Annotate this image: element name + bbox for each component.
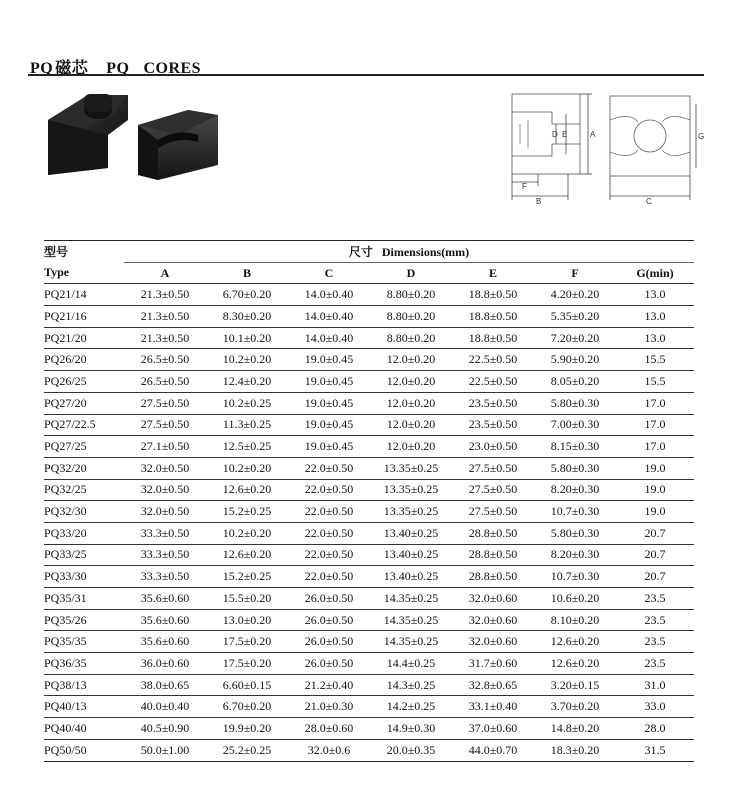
dimension-cell: 23.5±0.50	[452, 414, 534, 436]
title-cores: CORES	[143, 60, 202, 77]
dimension-cell: 21.0±0.30	[288, 696, 370, 718]
table-row	[44, 522, 694, 544]
table-row	[44, 609, 694, 631]
header-row-columns	[44, 262, 694, 284]
core-photo	[38, 80, 228, 190]
dimension-cell: 31.7±0.60	[452, 653, 534, 675]
dimension-cell: 6.60±0.15	[206, 674, 288, 696]
dimension-cell: 22.5±0.50	[452, 371, 534, 393]
dimension-cell: 5.90±0.20	[534, 349, 616, 371]
type-cell: PQ26/20	[44, 349, 124, 371]
dimension-cell: 10.1±0.20	[206, 327, 288, 349]
type-cn-header: 型号	[44, 245, 69, 260]
label-D: D	[552, 130, 558, 139]
dimension-cell: 15.5	[616, 349, 694, 371]
dimension-cell: 10.2±0.25	[206, 392, 288, 414]
dimension-cell: 33.1±0.40	[452, 696, 534, 718]
dimension-cell: 23.5	[616, 631, 694, 653]
dimension-cell: 12.4±0.20	[206, 371, 288, 393]
dimension-cell: 6.70±0.20	[206, 696, 288, 718]
dimension-cell: 20.7	[616, 544, 694, 566]
type-cell: PQ27/25	[44, 436, 124, 458]
type-cell: PQ40/13	[44, 696, 124, 718]
col-header-d: D	[370, 262, 452, 284]
dimension-cell: 13.0±0.20	[206, 609, 288, 631]
dimension-cell: 33.3±0.50	[124, 544, 206, 566]
dimension-cell: 31.0	[616, 674, 694, 696]
dimension-cell: 10.7±0.30	[534, 501, 616, 523]
dimension-cell: 13.0	[616, 306, 694, 328]
table-row	[44, 588, 694, 610]
dimension-cell: 19.0±0.45	[288, 371, 370, 393]
dimension-cell: 32.8±0.65	[452, 674, 534, 696]
dimension-cell: 10.7±0.30	[534, 566, 616, 588]
type-cell: PQ33/25	[44, 544, 124, 566]
dimension-cell: 12.6±0.20	[206, 479, 288, 501]
dimension-cell: 8.15±0.30	[534, 436, 616, 458]
table-row	[44, 696, 694, 718]
type-cell: PQ40/40	[44, 718, 124, 740]
dimension-cell: 33.3±0.50	[124, 522, 206, 544]
dimension-cell: 17.0	[616, 436, 694, 458]
dimension-cell: 22.0±0.50	[288, 457, 370, 479]
dimension-cell: 31.5	[616, 739, 694, 761]
dimension-cell: 17.5±0.20	[206, 653, 288, 675]
dimension-cell: 26.0±0.50	[288, 631, 370, 653]
col-header-e: E	[452, 262, 534, 284]
dimension-cell: 12.6±0.20	[206, 544, 288, 566]
dimension-cell: 22.0±0.50	[288, 544, 370, 566]
table-body	[44, 284, 694, 761]
table-row	[44, 739, 694, 761]
dimension-cell: 10.2±0.20	[206, 349, 288, 371]
type-cell: PQ21/14	[44, 284, 124, 306]
title-prefix: PQ	[30, 60, 54, 77]
dimension-cell: 14.35±0.25	[370, 631, 452, 653]
table-row	[44, 653, 694, 675]
table-row	[44, 631, 694, 653]
dimension-cell: 12.0±0.20	[370, 392, 452, 414]
dimension-cell: 21.3±0.50	[124, 306, 206, 328]
dimension-cell: 10.2±0.20	[206, 457, 288, 479]
dimension-cell: 10.6±0.20	[534, 588, 616, 610]
dimension-cell: 22.5±0.50	[452, 349, 534, 371]
dimension-cell: 27.5±0.50	[452, 501, 534, 523]
dimension-cell: 5.35±0.20	[534, 306, 616, 328]
dimension-cell: 32.0±0.50	[124, 457, 206, 479]
table-row	[44, 544, 694, 566]
dimension-cell: 18.8±0.50	[452, 306, 534, 328]
dimension-cell: 19.0±0.45	[288, 349, 370, 371]
dimension-cell: 26.0±0.50	[288, 609, 370, 631]
dimension-cell: 26.5±0.50	[124, 371, 206, 393]
dimension-cell: 35.6±0.60	[124, 588, 206, 610]
dimension-cell: 5.80±0.30	[534, 457, 616, 479]
dimensions-table	[44, 240, 694, 762]
dimension-cell: 40.5±0.90	[124, 718, 206, 740]
label-G: G	[698, 132, 705, 141]
type-cell: PQ26/25	[44, 371, 124, 393]
dimension-cell: 22.0±0.50	[288, 479, 370, 501]
dimension-cell: 18.8±0.50	[452, 327, 534, 349]
dimension-cell: 12.6±0.20	[534, 653, 616, 675]
dimension-cell: 37.0±0.60	[452, 718, 534, 740]
dimension-cell: 13.35±0.25	[370, 479, 452, 501]
dimension-cell: 28.0	[616, 718, 694, 740]
table-row	[44, 436, 694, 458]
label-E: E	[562, 130, 568, 139]
dimension-cell: 38.0±0.65	[124, 674, 206, 696]
dimension-cell: 15.2±0.25	[206, 566, 288, 588]
dimension-cell: 14.4±0.25	[370, 653, 452, 675]
dimensions-header	[124, 241, 694, 263]
dimension-cell: 3.20±0.15	[534, 674, 616, 696]
table-row	[44, 371, 694, 393]
dimension-cell: 12.0±0.20	[370, 371, 452, 393]
dimension-cell: 19.0	[616, 457, 694, 479]
dims-cn: 尺寸	[348, 244, 373, 259]
table-row	[44, 284, 694, 306]
table-row	[44, 501, 694, 523]
dimension-cell: 27.5±0.50	[124, 414, 206, 436]
dimension-cell: 7.20±0.20	[534, 327, 616, 349]
label-F: F	[522, 182, 527, 191]
col-header-c: C	[288, 262, 370, 284]
dimension-cell: 13.40±0.25	[370, 522, 452, 544]
dimension-cell: 15.5±0.20	[206, 588, 288, 610]
dimension-cell: 14.0±0.40	[288, 284, 370, 306]
dimension-cell: 23.0±0.50	[452, 436, 534, 458]
dimension-cell: 19.0±0.45	[288, 414, 370, 436]
dimension-cell: 14.35±0.25	[370, 588, 452, 610]
dimension-cell: 11.3±0.25	[206, 414, 288, 436]
dimension-cell: 8.05±0.20	[534, 371, 616, 393]
dimension-cell: 19.9±0.20	[206, 718, 288, 740]
dimension-cell: 8.10±0.20	[534, 609, 616, 631]
dimension-cell: 28.8±0.50	[452, 522, 534, 544]
dimension-cell: 13.0	[616, 284, 694, 306]
dimension-cell: 18.8±0.50	[452, 284, 534, 306]
table-row	[44, 566, 694, 588]
dimension-cell: 14.0±0.40	[288, 306, 370, 328]
type-cell: PQ27/22.5	[44, 414, 124, 436]
dimension-cell: 35.6±0.60	[124, 631, 206, 653]
dimension-cell: 13.35±0.25	[370, 457, 452, 479]
dimension-cell: 12.6±0.20	[534, 631, 616, 653]
dimension-cell: 21.2±0.40	[288, 674, 370, 696]
table-row	[44, 306, 694, 328]
type-cell: PQ21/20	[44, 327, 124, 349]
dimension-cell: 26.5±0.50	[124, 349, 206, 371]
dimension-cell: 23.5	[616, 609, 694, 631]
title-chinese: 磁芯	[55, 60, 89, 77]
dimension-cell: 8.80±0.20	[370, 327, 452, 349]
dimension-cell: 17.5±0.20	[206, 631, 288, 653]
dims-en: Dimensions(mm)	[381, 244, 470, 259]
dimension-cell: 33.0	[616, 696, 694, 718]
dimension-cell: 12.0±0.20	[370, 414, 452, 436]
dimension-cell: 14.0±0.40	[288, 327, 370, 349]
dimension-cell: 8.20±0.30	[534, 479, 616, 501]
dimension-cell: 25.2±0.25	[206, 739, 288, 761]
dimension-cell: 14.8±0.20	[534, 718, 616, 740]
type-en-header: Type	[44, 262, 124, 284]
dimension-cell: 18.3±0.20	[534, 739, 616, 761]
table-row	[44, 457, 694, 479]
dimension-cell: 20.7	[616, 522, 694, 544]
type-cell: PQ33/30	[44, 566, 124, 588]
col-header-f: F	[534, 262, 616, 284]
dimension-cell: 14.3±0.25	[370, 674, 452, 696]
dimension-cell: 28.8±0.50	[452, 544, 534, 566]
dimension-cell: 44.0±0.70	[452, 739, 534, 761]
dimension-cell: 27.5±0.50	[124, 392, 206, 414]
dimension-cell: 8.80±0.20	[370, 284, 452, 306]
dimension-cell: 19.0	[616, 479, 694, 501]
dimension-cell: 21.3±0.50	[124, 327, 206, 349]
dimension-cell: 13.40±0.25	[370, 544, 452, 566]
col-header-a: A	[124, 262, 206, 284]
dimension-cell: 28.0±0.60	[288, 718, 370, 740]
table-row	[44, 718, 694, 740]
dimension-cell: 27.5±0.50	[452, 457, 534, 479]
dimension-cell: 13.0	[616, 327, 694, 349]
dimension-cell: 32.0±0.50	[124, 479, 206, 501]
type-cell: PQ33/20	[44, 522, 124, 544]
dimension-cell: 28.8±0.50	[452, 566, 534, 588]
title-series: PQ	[106, 60, 130, 77]
dimension-cell: 12.5±0.25	[206, 436, 288, 458]
dimension-cell: 21.3±0.50	[124, 284, 206, 306]
dimension-cell: 4.20±0.20	[534, 284, 616, 306]
type-cell: PQ32/25	[44, 479, 124, 501]
dimension-cell: 5.80±0.30	[534, 392, 616, 414]
table-row	[44, 479, 694, 501]
type-cell: PQ27/20	[44, 392, 124, 414]
dimension-cell: 32.0±0.60	[452, 609, 534, 631]
dimension-cell: 36.0±0.60	[124, 653, 206, 675]
dimension-cell: 15.5	[616, 371, 694, 393]
title-rule	[28, 74, 704, 76]
dimension-cell: 22.0±0.50	[288, 522, 370, 544]
dimension-cell: 13.40±0.25	[370, 566, 452, 588]
dimension-cell: 13.35±0.25	[370, 501, 452, 523]
dimension-cell: 26.0±0.50	[288, 588, 370, 610]
dimension-cell: 19.0±0.45	[288, 392, 370, 414]
dimension-cell: 27.1±0.50	[124, 436, 206, 458]
dimension-drawing	[508, 90, 708, 215]
col-header-g: G(min)	[616, 262, 694, 284]
table-row	[44, 414, 694, 436]
dimension-cell: 32.0±0.50	[124, 501, 206, 523]
dimension-cell: 50.0±1.00	[124, 739, 206, 761]
dimension-cell: 32.0±0.60	[452, 631, 534, 653]
dimension-cell: 27.5±0.50	[452, 479, 534, 501]
type-cell: PQ21/16	[44, 306, 124, 328]
header-row-top	[44, 241, 694, 263]
col-header-b: B	[206, 262, 288, 284]
dimension-cell: 23.5	[616, 653, 694, 675]
dimension-cell: 12.0±0.20	[370, 349, 452, 371]
label-A: A	[590, 130, 596, 139]
dimension-cell: 32.0±0.6	[288, 739, 370, 761]
dimension-cell: 7.00±0.30	[534, 414, 616, 436]
dimension-cell: 14.2±0.25	[370, 696, 452, 718]
dimension-cell: 8.80±0.20	[370, 306, 452, 328]
dimension-cell: 22.0±0.50	[288, 501, 370, 523]
dimension-cell: 12.0±0.20	[370, 436, 452, 458]
dimension-cell: 32.0±0.60	[452, 588, 534, 610]
dimension-cell: 14.9±0.30	[370, 718, 452, 740]
type-cell: PQ32/30	[44, 501, 124, 523]
dimension-cell: 10.2±0.20	[206, 522, 288, 544]
table-row	[44, 327, 694, 349]
dimension-cell: 20.0±0.35	[370, 739, 452, 761]
type-cell: PQ50/50	[44, 739, 124, 761]
dimension-cell: 6.70±0.20	[206, 284, 288, 306]
dimension-cell: 5.80±0.30	[534, 522, 616, 544]
dimension-cell: 8.30±0.20	[206, 306, 288, 328]
dimension-cell: 19.0±0.45	[288, 436, 370, 458]
dimension-cell: 35.6±0.60	[124, 609, 206, 631]
dimension-cell: 23.5	[616, 588, 694, 610]
type-cell: PQ35/31	[44, 588, 124, 610]
dimension-cell: 8.20±0.30	[534, 544, 616, 566]
dimension-cell: 33.3±0.50	[124, 566, 206, 588]
dimension-cell: 17.0	[616, 414, 694, 436]
dimension-cell: 14.35±0.25	[370, 609, 452, 631]
type-cell: PQ32/20	[44, 457, 124, 479]
dimension-cell: 3.70±0.20	[534, 696, 616, 718]
type-cell: PQ35/26	[44, 609, 124, 631]
type-cell: PQ36/35	[44, 653, 124, 675]
dimension-cell: 40.0±0.40	[124, 696, 206, 718]
dimension-cell: 17.0	[616, 392, 694, 414]
dimension-cell: 23.5±0.50	[452, 392, 534, 414]
dimension-cell: 26.0±0.50	[288, 653, 370, 675]
type-cell: PQ38/13	[44, 674, 124, 696]
table-row	[44, 674, 694, 696]
dimension-cell: 20.7	[616, 566, 694, 588]
dimension-cell: 15.2±0.25	[206, 501, 288, 523]
label-C: C	[646, 197, 652, 206]
dimension-cell: 22.0±0.50	[288, 566, 370, 588]
type-cell: PQ35/35	[44, 631, 124, 653]
label-B: B	[536, 197, 542, 206]
table-row	[44, 349, 694, 371]
dimension-cell: 19.0	[616, 501, 694, 523]
table-row	[44, 392, 694, 414]
